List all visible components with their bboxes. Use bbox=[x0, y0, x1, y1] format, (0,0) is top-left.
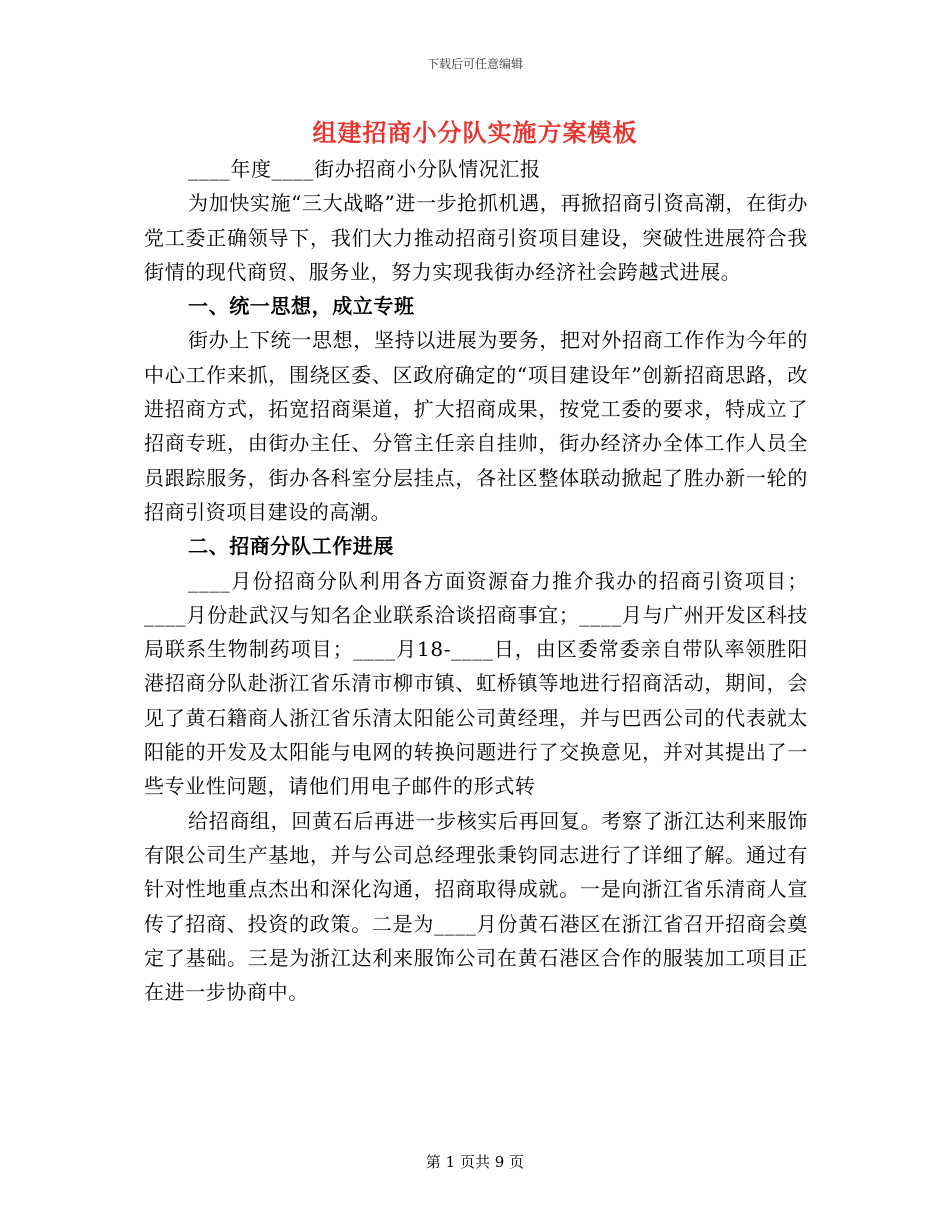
page-footer: 第 1 页共 9 页 bbox=[425, 1153, 525, 1171]
section-1-paragraph: 街办上下统一思想，坚持以进展为要务，把对外招商工作作为今年的中心工作来抓，围绕区委、区政府确定的“项目建设年”创新招商思路，改进招商方式，拓宽招商渠道，扩大招商成果，按党工委的要求，特成立了招商专班，由街办主任、分管主任亲自挂帅，街办经济办全体工作人员全员跟踪服务，街办各科室分层挂点，各社区整体联动掀起了胜办新一轮的招商引资项目建设的高潮。 bbox=[144, 328, 808, 524]
section-2-paragraph-continued: 给招商组，回黄石后再进一步核实后再回复。考察了浙江达利来服饰有限公司生产基地，并与公司总经理张秉钧同志进行了详细了解。通过有针对性地重点杰出和深化沟通，招商取得成就。一是向浙江省乐清商人宣传了招商、投资的政策。二是为____月份黄石港区在浙江省召开招商会奠定了基础。三是为浙江达利来服饰公司在黄石港区合作的服装加工项目正在进一步协商中。 bbox=[144, 808, 808, 1005]
section-heading-2: 二、招商分队工作进展 bbox=[188, 534, 394, 559]
document-body bbox=[144, 152, 808, 1009]
section-heading-1: 一、统一思想，成立专班 bbox=[188, 294, 415, 319]
report-subtitle: ____年度____街办招商小分队情况汇报 bbox=[188, 157, 541, 181]
intro-paragraph: 为加快实施“三大战略”进一步抢抓机遇，再掀招商引资高潮，在街办党工委正确领导下，我们大力推动招商引资项目建设，突破性进展符合我街情的现代商贸、服务业，努力实现我街办经济社会跨越式进展。 bbox=[144, 191, 808, 284]
header-note: 下载后可任意编辑 bbox=[426, 57, 523, 71]
section-2-paragraph: ____月份招商分队利用各方面资源奋力推介我办的招商引资项目；____月份赴武汉与知名企业联系洽谈招商事宜；____月与广州开发区科技局联系生物制药项目；____月18-____日，由区委常委亲自带队率领胜阳港招商分队赴浙江省乐清市柳市镇、虹桥镇等地进行招商活动，期间，会见了黄石籍商人浙江省乐清太阳能公司黄经理，并与巴西公司的代表就太阳能的开发及太阳能与电网的转换问题进行了交换意见，并对其提出了一些专业性问题，请他们用电子邮件的形式转 bbox=[144, 568, 808, 799]
document-title: 组建招商小分队实施方案模板 bbox=[312, 118, 638, 147]
